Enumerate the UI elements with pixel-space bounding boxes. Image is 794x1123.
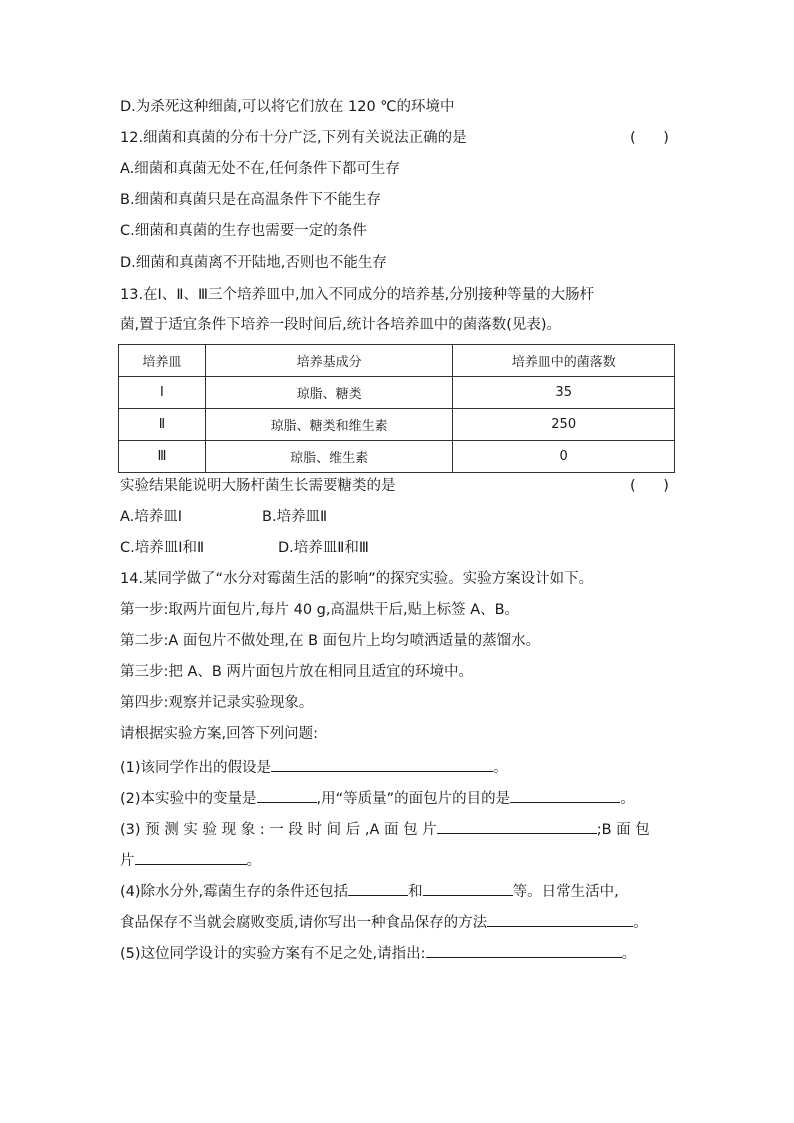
table-row [119, 441, 675, 473]
table-cell: 琼脂、糖类和维生素 [205, 409, 453, 441]
answer-blank[interactable] [135, 849, 247, 865]
q13-option-d: D.培养皿Ⅱ和Ⅲ [278, 540, 369, 556]
sub5-end: 。 [621, 946, 637, 962]
q14-step2: 第二步:A 面包片不做处理,在 B 面包片上均匀喷洒适量的蒸馏水。 [120, 633, 541, 649]
q13-question: 实验结果能说明大肠杆菌生长需要糖类的是 [120, 478, 396, 494]
table-header-row [119, 345, 675, 377]
sub4-text: (4)除水分外,霉菌生存的条件还包括 [120, 884, 349, 900]
q13-option-a: A.培养皿Ⅰ [120, 509, 183, 525]
q14-prompt: 请根据实验方案,回答下列问题: [120, 726, 318, 742]
sub2-text-mid: ,用“等质量”的面包片的目的是 [316, 791, 511, 807]
q13-stem-line2: 菌,置于适宜条件下培养一段时间后,统计各培养皿中的菌落数(见表)。 [120, 317, 562, 333]
q14-stem: 14.某同学做了“水分对霉菌生活的影响”的探究实验。实验方案设计如下。 [120, 571, 594, 587]
sub3-end: 。 [246, 853, 261, 869]
q14-step3: 第三步:把 A、B 两片面包片放在相同且适宜的环境中。 [120, 664, 473, 680]
sub2-end: 。 [620, 791, 635, 807]
answer-blank[interactable] [510, 787, 620, 803]
answer-blank[interactable] [348, 880, 408, 896]
table-cell: 琼脂、糖类 [205, 377, 453, 409]
table-cell: 250 [453, 409, 675, 441]
sub4-text-c: 等。日常生活中, [512, 884, 619, 900]
sub2-text: (2)本实验中的变量是 [120, 791, 257, 807]
table-cell: Ⅱ [119, 409, 206, 441]
table-header: 培养皿中的菌落数 [453, 345, 675, 377]
sub1-text: (1)该同学作出的假设是 [120, 760, 272, 776]
q14-sub5 [120, 942, 636, 964]
sub3-text-b: ;B 面 包 [596, 822, 650, 838]
sub3-text: (3) 预 测 实 验 现 象 : 一 段 时 间 后 ,A 面 包 片 [120, 822, 437, 838]
q12-option-b: B.细菌和真菌只是在高温条件下不能生存 [120, 192, 382, 208]
table-header: 培养基成分 [205, 345, 453, 377]
q13-option-b: B.培养皿Ⅱ [262, 509, 328, 525]
q14-sub4-line1 [120, 880, 619, 902]
answer-blank[interactable] [487, 911, 633, 927]
answer-blank[interactable] [271, 756, 493, 772]
q14-step4: 第四步:观察并记录实验现象。 [120, 695, 314, 711]
q13-option-c: C.培养皿Ⅰ和Ⅱ [120, 540, 205, 556]
sub4-end: 。 [633, 915, 648, 931]
sub3-text-c: 片 [120, 853, 135, 869]
q14-sub2 [120, 787, 635, 809]
table-row [119, 377, 675, 409]
q12-stem: 12.细菌和真菌的分布十分广泛,下列有关说法正确的是 [120, 130, 467, 146]
table-cell: 35 [453, 377, 675, 409]
q13-stem-line1: 13.在Ⅰ、Ⅱ、Ⅲ三个培养皿中,加入不同成分的培养基,分别接种等量的大肠杆 [120, 287, 595, 303]
sub1-end: 。 [493, 760, 508, 776]
sub4-text-and: 和 [408, 884, 423, 900]
sub4-text-d: 食品保存不当就会腐败变质,请你写出一种食品保存的方法 [120, 915, 488, 931]
answer-blank[interactable] [423, 880, 513, 896]
answer-blank[interactable] [426, 942, 622, 958]
table-cell: 琼脂、维生素 [205, 441, 453, 473]
table-cell: Ⅰ [119, 377, 206, 409]
q14-sub4-line2 [120, 911, 648, 933]
q12-option-d: D.细菌和真菌离不开陆地,否则也不能生存 [120, 255, 387, 271]
q14-step1: 第一步:取两片面包片,每片 40 g,高温烘干后,贴上标签 A、B。 [120, 602, 520, 618]
q12-answer-paren: ( ) [630, 130, 669, 146]
q13-answer-paren: ( ) [630, 478, 669, 494]
culture-table [118, 344, 675, 473]
q14-sub1 [120, 756, 508, 778]
table-row [119, 409, 675, 441]
q13-options-row1 [120, 507, 327, 527]
q14-sub3-line1 [120, 818, 650, 840]
table-header: 培养皿 [119, 345, 206, 377]
sub5-text: (5)这位同学设计的实验方案有不足之处,请指出: [120, 946, 426, 962]
q12-option-a: A.细菌和真菌无处不在,任何条件下都可生存 [120, 161, 400, 177]
answer-blank[interactable] [257, 787, 317, 803]
q12-option-c: C.细菌和真菌的生存也需要一定的条件 [120, 223, 367, 239]
q13-options-row2 [120, 538, 369, 558]
table-cell: 0 [453, 441, 675, 473]
table-cell: Ⅲ [119, 441, 206, 473]
q11-option-d: D.为杀死这种细菌,可以将它们放在 120 ℃的环境中 [120, 99, 455, 115]
q14-sub3-line2 [120, 849, 261, 871]
answer-blank[interactable] [437, 818, 597, 834]
